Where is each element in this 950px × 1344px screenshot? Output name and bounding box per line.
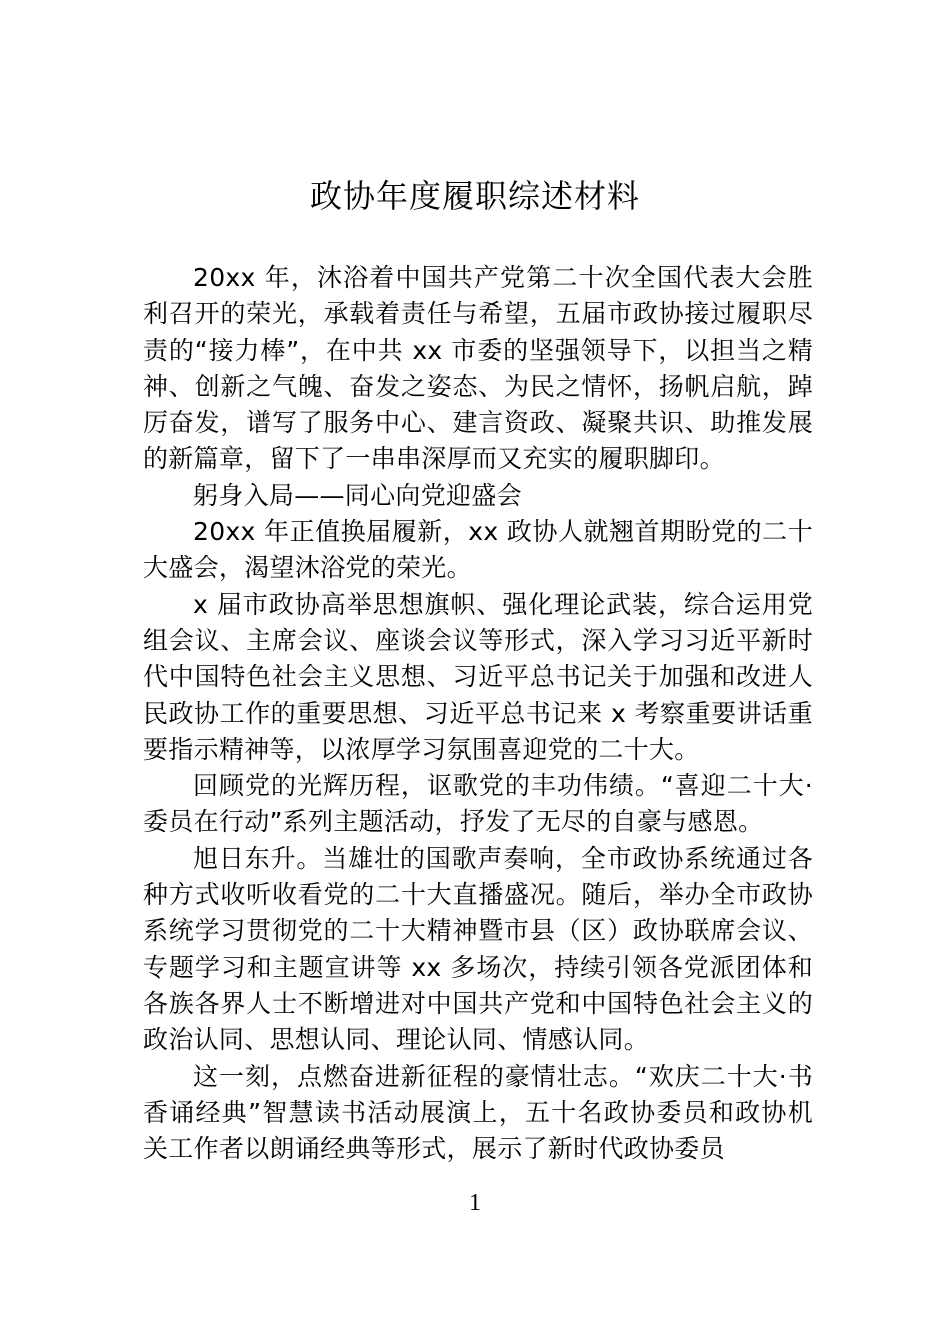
paragraph: 这一刻，点燃奋进新征程的豪情壮志。“欢庆二十大·书香诵经典”智慧读书活动展演上，五十名政协委员和政协机关工作者以朗诵经典等形式，展示了新时代政协委员: [143, 1061, 813, 1164]
paragraph: 旭日东升。当雄壮的国歌声奏响，全市政协系统通过各种方式收听收看党的二十大直播盛况。随后，举办全市政协系统学习贯彻党的二十大精神暨市县（区）政协联席会议、专题学习和主题宣讲等 xx 多场次，持续引领各党派团体和各族各界人士不断增进对中国共产党和中国特色社会主义的政治认同、思想认同、理论认同、情感认同。: [143, 843, 813, 1055]
page-number: 1: [469, 1190, 481, 1216]
paragraph: 20xx 年正值换届履新，xx 政协人就翘首期盼党的二十大盛会，渴望沐浴党的荣光。: [143, 517, 813, 583]
document-title: 政协年度履职综述材料: [309, 177, 640, 215]
paragraph-intro: 20xx 年，沐浴着中国共产党第二十次全国代表大会胜利召开的荣光，承载着责任与希望，五届市政协接过履职尽责的“接力棒”，在中共 xx 市委的坚强领导下，以担当之精神、创新之气魄、奋发之姿态、为民之情怀，扬帆启航，踔厉奋发，谱写了服务中心、建言资政、凝聚共识、助推发展的新篇章，留下了一串串深厚而又充实的履职脚印。: [143, 263, 813, 474]
document-body: [143, 260, 813, 1167]
paragraph: x 届市政协高举思想旗帜、强化理论武装，综合运用党组会议、主席会议、座谈会议等形式，深入学习习近平新时代中国特色社会主义思想、习近平总书记关于加强和改进人民政协工作的重要思想、习近平总书记来 x 考察重要讲话重要指示精神等，以浓厚学习氛围喜迎党的二十大。: [143, 589, 813, 764]
section-heading: 躬身入局——同心向党迎盛会: [193, 480, 522, 510]
paragraph: 回顾党的光辉历程，讴歌党的丰功伟绩。“喜迎二十大·委员在行动”系列主题活动，抒发了无尽的自豪与感恩。: [143, 771, 813, 837]
